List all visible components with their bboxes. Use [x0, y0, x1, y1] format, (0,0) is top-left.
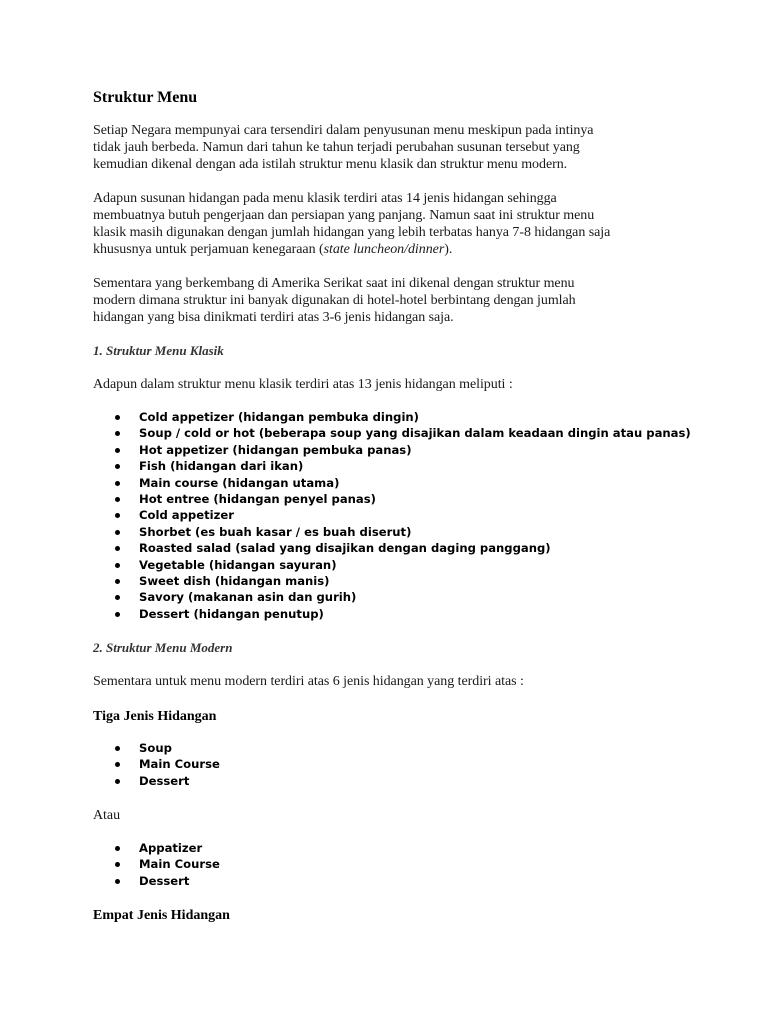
list-item-label: Soup / cold or hot (beberapa soup yang disajikan dalam keadaan dingin atau panas)	[139, 426, 691, 441]
section-heading-modern: 2. Struktur Menu Modern	[93, 640, 233, 655]
line-text: khususnya untuk perjamuan kenegaraan (	[93, 242, 324, 257]
line-text: ).	[444, 242, 453, 257]
list-item	[93, 840, 220, 856]
list-item-label: Main Course	[139, 757, 220, 772]
list-item-label: Savory (makanan asin dan gurih)	[139, 590, 357, 605]
list-item	[93, 442, 691, 458]
modern-description-paragraph	[93, 275, 576, 326]
paragraph-line: modern dimana struktur ini banyak digunakan di hotel-hotel berbintang dengan jumlah	[93, 293, 576, 308]
document-title: Struktur Menu	[93, 89, 198, 106]
list-item-label: Cold appetizer (hidangan pembuka dingin)	[139, 410, 419, 424]
bullet-icon	[115, 464, 120, 469]
paragraph-line: Setiap Negara mempunyai cara tersendiri dalam penyusunan menu meskipun pada intinya	[93, 123, 594, 138]
paragraph-line	[93, 241, 610, 258]
bullet-icon	[115, 448, 120, 453]
paragraph-line: Sementara yang berkembang di Amerika Serikat saat ini dikenal dengan struktur menu	[93, 276, 575, 291]
intro-paragraph	[93, 122, 593, 173]
paragraph-line: kemudian dikenal dengan ada istilah struktur menu klasik dan struktur menu modern.	[93, 157, 568, 172]
list-item-label: Hot entree (hidangan penyel panas)	[139, 492, 376, 507]
bullet-icon	[115, 563, 120, 568]
list-item-label: Dessert	[139, 873, 190, 888]
paragraph-line: klasik masih digunakan dengan jumlah hidangan yang lebih terbatas hanya 7-8 hidangan saja	[93, 225, 611, 240]
list-item-label: Sweet dish (hidangan manis)	[139, 574, 330, 589]
list-item-label: Fish (hidangan dari ikan)	[139, 459, 304, 474]
bullet-icon	[115, 612, 120, 617]
list-item-label: Hot appetizer (hidangan pembuka panas)	[139, 442, 412, 457]
list-item	[93, 475, 691, 491]
list-item-label: Appatizer	[139, 841, 203, 855]
paragraph-line: tidak jauh berbeda. Namun dari tahun ke tahun terjadi perubahan susunan tersebut yang	[93, 140, 580, 155]
italic-term: state luncheon/dinner	[323, 242, 445, 257]
list-item	[93, 856, 220, 872]
section-heading-classic: 1. Struktur Menu Klasik	[93, 343, 224, 358]
paragraph-line: Adapun susunan hidangan pada menu klasik terdiri atas 14 jenis hidangan sehingga	[93, 191, 557, 206]
list-item-label: Main course (hidangan utama)	[139, 475, 340, 490]
list-item-label: Shorbet (es buah kasar / es buah diserut)	[139, 524, 412, 539]
three-courses-list-a	[93, 740, 220, 789]
bullet-icon	[115, 579, 120, 584]
list-item	[93, 425, 691, 441]
list-item	[93, 540, 691, 556]
list-item	[93, 524, 691, 540]
bullet-icon	[115, 530, 120, 535]
bullet-icon	[115, 862, 120, 867]
list-item	[93, 458, 691, 474]
list-item	[93, 740, 220, 756]
bullet-icon	[115, 497, 120, 502]
bullet-icon	[115, 481, 120, 486]
list-item	[93, 557, 691, 573]
list-item	[93, 589, 691, 605]
or-label: Atau	[93, 808, 121, 823]
list-item	[93, 773, 220, 789]
bullet-icon	[115, 595, 120, 600]
bullet-icon	[115, 513, 120, 518]
bullet-icon	[115, 779, 120, 784]
classic-description-paragraph	[93, 190, 610, 258]
list-item-label: Soup	[139, 741, 172, 755]
bullet-icon	[115, 879, 120, 884]
modern-intro-text: Sementara untuk menu modern terdiri atas 6 jenis hidangan yang terdiri atas :	[93, 674, 524, 689]
list-item	[93, 573, 691, 589]
list-item	[93, 507, 691, 523]
bullet-icon	[115, 762, 120, 767]
three-courses-heading: Tiga Jenis Hidangan	[93, 709, 217, 724]
list-item-label: Dessert	[139, 773, 190, 788]
list-item	[93, 606, 691, 622]
classic-intro-text: Adapun dalam struktur menu klasik terdiri atas 13 jenis hidangan meliputi :	[93, 377, 513, 392]
list-item-label: Cold appetizer	[139, 508, 234, 523]
bullet-icon	[115, 546, 120, 551]
three-courses-list-b	[93, 840, 220, 889]
list-item	[93, 756, 220, 772]
list-item	[93, 873, 220, 889]
classic-course-list	[93, 409, 691, 622]
bullet-icon	[115, 746, 120, 751]
bullet-icon	[115, 431, 120, 436]
bullet-icon	[115, 415, 120, 420]
list-item	[93, 491, 691, 507]
list-item	[93, 409, 691, 425]
four-courses-heading: Empat Jenis Hidangan	[93, 908, 230, 923]
paragraph-line: membuatnya butuh pengerjaan dan persiapan yang panjang. Namun saat ini struktur menu	[93, 208, 595, 223]
list-item-label: Main Course	[139, 857, 220, 872]
bullet-icon	[115, 846, 120, 851]
list-item-label: Vegetable (hidangan sayuran)	[139, 557, 337, 572]
list-item-label: Dessert (hidangan penutup)	[139, 606, 324, 621]
list-item-label: Roasted salad (salad yang disajikan dengan daging panggang)	[139, 541, 551, 556]
paragraph-line: hidangan yang bisa dinikmati terdiri atas 3-6 jenis hidangan saja.	[93, 310, 454, 325]
